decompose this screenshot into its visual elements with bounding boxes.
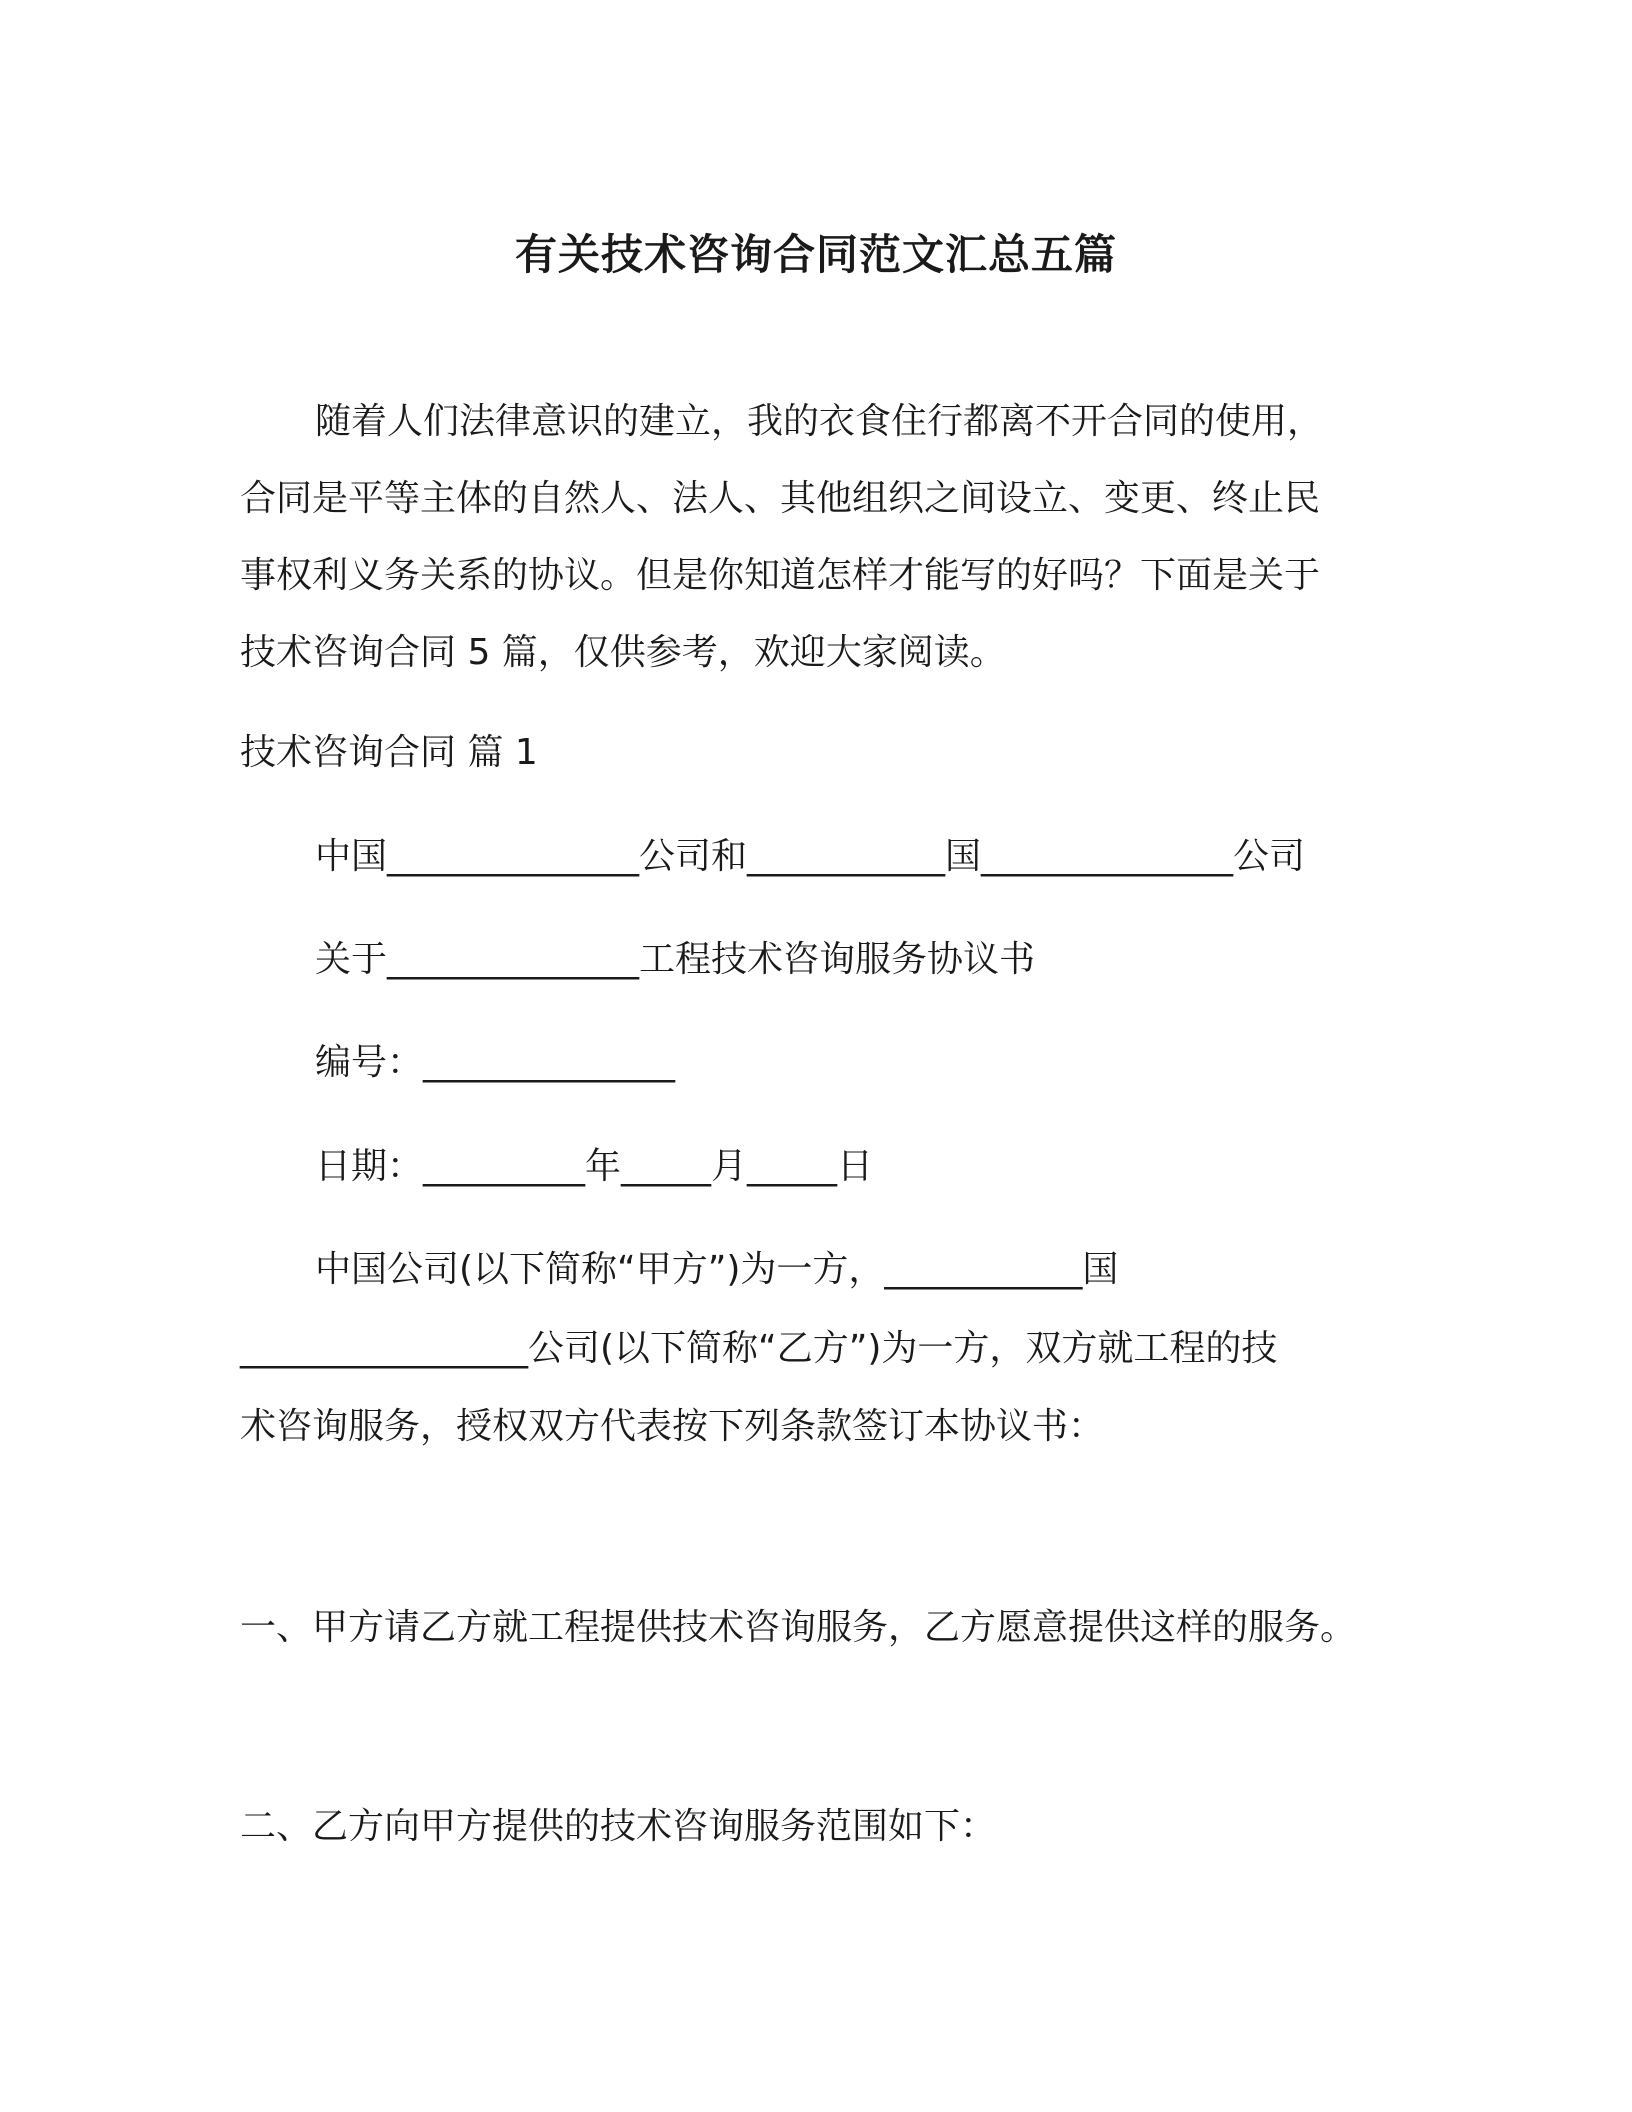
intro-line-3: 事权利义务关系的协议。但是你知道怎样才能写的好吗？下面是关于 xyxy=(240,555,1321,596)
preamble-line-2: ________________公司(以下简称“乙方”)为一方，双方就工程的技 xyxy=(240,1328,1278,1369)
contract-date-line: 日期：_________年_____月_____日 xyxy=(315,1146,874,1187)
contract-subject-line: 关于______________工程技术咨询服务协议书 xyxy=(315,939,1036,980)
document-title: 有关技术咨询合同范文汇总五篇 xyxy=(514,230,1117,279)
contract-parties-line: 中国______________公司和___________国______________公司 xyxy=(315,836,1306,877)
section-heading: 技术咨询合同 篇 1 xyxy=(240,732,538,773)
intro-line-4: 技术咨询合同 5 篇，仅供参考，欢迎大家阅读。 xyxy=(240,632,1006,673)
contract-number-line: 编号：______________ xyxy=(315,1042,676,1083)
clause-1: 一、甲方请乙方就工程提供技术咨询服务，乙方愿意提供这样的服务。 xyxy=(240,1607,1357,1648)
clause-2: 二、乙方向甲方提供的技术咨询服务范围如下： xyxy=(240,1806,997,1847)
preamble-line-1: 中国公司(以下简称“甲方”)为一方，___________国 xyxy=(315,1249,1119,1290)
preamble-line-3: 术咨询服务，授权双方代表按下列条款签订本协议书： xyxy=(240,1406,1105,1447)
intro-line-1: 随着人们法律意识的建立，我的衣食住行都离不开合同的使用， xyxy=(315,401,1324,442)
intro-line-2: 合同是平等主体的自然人、法人、其他组织之间设立、变更、终止民 xyxy=(240,478,1321,519)
